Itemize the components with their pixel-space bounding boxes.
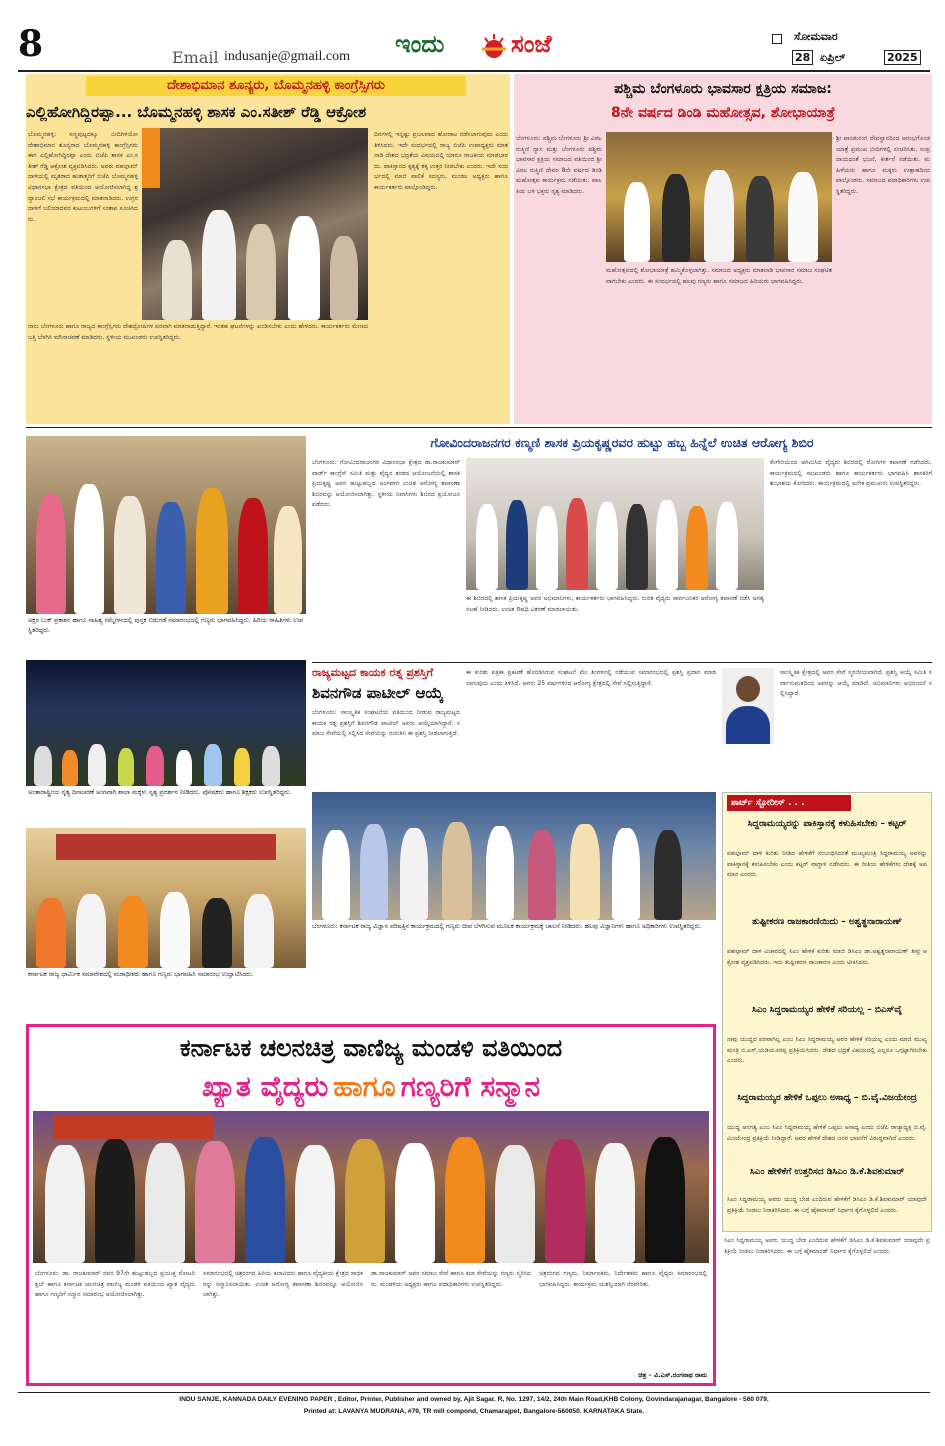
calendar-icon <box>772 34 782 44</box>
story5-headline-a: ಖ್ಯಾತ ವೈದ್ಯರು <box>201 1070 329 1103</box>
short-story-text: ಸಿಎಂ ಸಿದ್ದರಾಮಯ್ಯ ಅವರು ಯುದ್ಧ ಬೇಡ ಎಂದಿರುವ ಹೇಳಿಕೆಗೆ ಡಿಸಿಎಂ ಡಿ.ಕೆ.ಶಿವಕುಮಾರ್ ಯಾವುದೇ ಪ್ರತಿಕ್ರಿಯೆ ನೀಡಲು ನಿರಾಕರಿಸಿದರು. ಈ ಬಗ್ಗೆ ಹೈಕಮಾಂಡ್ ನಿರ್ಧಾರ ಕೈಗೊಳ್ಳಲಿದೆ ಎಂದರು. <box>727 1196 927 1214</box>
story3-photo <box>466 458 764 590</box>
email-label: Email <box>172 48 219 67</box>
short-stories-continued: ಸಿಎಂ ಸಿದ್ದರಾಮಯ್ಯ ಅವರು ಯುದ್ಧ ಬೇಡ ಎಂದಿರುವ ಹೇಳಿಕೆಗೆ ಡಿಸಿಎಂ ಡಿ.ಕೆ.ಶಿವಕುಮಾರ್ ಯಾವುದೇ ಪ್ರತಿಕ್ರಿಯೆ ನೀಡಲು ನಿರಾಕರಿಸಿದರು. ಈ ಬಗ್ಗೆ ಹೈಕಮಾಂಡ್ ನಿರ್ಧಾರ ಕೈಗೊಳ್ಳಲಿದೆ ಎಂದರು. <box>724 1237 930 1255</box>
story3-col1: ಬೆಂಗಳೂರು: ಗೋವಿಂದರಾಜನಗರ ವಿಧಾನಸಭಾ ಕ್ಷೇತ್ರದ ಡಾ.ರಾಜಕುಮಾರ್ ವಾರ್ಡ್ ಕಾಂಗ್ರೆಸ್ ಸಮಿತಿ ಮತ್ತು ವೈದ್ಯರ ತಂಡದ ಆಯೋಜನೆಯಲ್ಲಿ ಶಾಸಕ ಪ್ರಿಯಕೃಷ್ಣ ಅವರ ಹುಟ್ಟುಹಬ್ಬದ ಅಂಗವಾಗಿ ಉಚಿತ ಆರೋಗ್ಯ ತಪಾಸಣಾ ಶಿಬಿರವನ್ನು ಆಯೋಜಿಸಲಾಗಿತ್ತು. ಸ್ಥಳೀಯ ನಿವಾಸಿಗಳು ಶಿಬಿರದ ಪ್ರಯೋಜನ ಪಡೆದರು. <box>312 459 460 509</box>
story5-col3: ಡಾ.ರಾಜಕುಮಾರ್ ಅವರ ಸಮಾಜ ಸೇವೆ ಹಾಗೂ ಕಲಾ ಸೇವೆಯನ್ನು ಗಣ್ಯರು ಸ್ಮರಿಸಿದರು. ಮಂಡಳಿಯ ಅಧ್ಯಕ್ಷರು ಹಾಗೂ ಪದಾಧಿಕಾರಿಗಳು ಉಪಸ್ಥಿತರಿದ್ದರು. <box>371 1270 531 1288</box>
story5-headline-c: ಗಣ್ಯರಿಗೆ ಸನ್ಮಾನ <box>400 1070 541 1103</box>
short-story-title: ತುಷ್ಟೀಕರಣ ರಾಜಕಾರಣಿಯಿದು – ಅಶ್ವತ್ಥನಾರಾಯಣ್ <box>752 917 902 927</box>
story1-kicker: ದೇಶಾಭಿಮಾನ ಶೂನ್ಯರು, ಬೊಮ್ಮನಹಳ್ಳಿ ಕಾಂಗ್ರೆಸ್ಸಿಗರು <box>86 76 466 96</box>
story1-col2: ನಾನು ಬೆಂಗಳೂರು ಹಾಗೂ ರಾಜ್ಯದ ಕಾಂಗ್ರೆಸ್ಸಿಗರು ದೇಶದ್ರೋಹಿಗಳ ಪರವಾಗಿ ಮಾತನಾಡುತ್ತಿದ್ದಾರೆ. ಇಂತಹ ಘಟನೆಗಳನ್ನು ಖಂಡಿಸಬೇಕು ಎಂದು ಹೇಳಿದರು. ಕಾರ್ಯಕರ್ತರು ಮೇಣದ ಬತ್ತಿ ಬೆಳಗಿಸಿ ಮೌನಾಚರಣೆ ಮಾಡಿದರು. ಸ್ಥಳೀಯ ಮುಖಂಡರು ಉಪಸ್ಥಿತರಿದ್ದರು. <box>28 323 368 341</box>
masthead-logo <box>395 28 575 68</box>
weekday: ಸೋಮವಾರ <box>794 30 838 43</box>
center-event-photo <box>312 792 716 920</box>
divider-1 <box>26 427 932 428</box>
story5-photo <box>33 1111 709 1263</box>
story5-headline <box>29 1067 713 1107</box>
story5-headline-b: ಹಾಗೂ <box>333 1070 396 1103</box>
story2-col1: ಬೆಂಗಳೂರು: ಪಶ್ಚಿಮ ಬೆಂಗಳೂರು ಶ್ರೀ ವಿಠಲರುಕ್ಮಿಣಿ ನ್ಯಾಸ ಮತ್ತು ಬೆಂಗಳೂರು ಪಶ್ಚಿಮ ಭಾವಸಾರ ಕ್ಷತ್ರಿಯ ಸಮಾಜದ ವತಿಯಿಂದ ಶ್ರೀ ವಿಠಲ ರುಕ್ಮಿಣಿ ದೇವರ 8ನೇ ವರ್ಷದ ಡಿಂಡಿ ಮಹೋತ್ಸವ ಕಾರ್ಯಕ್ರಮ ನಡೆಯಿತು. ಪಾಲಕಿಯ ಬಳಿ ಭಕ್ತರು ನೃತ್ಯ ಮಾಡಿದರು. <box>516 135 602 195</box>
story2-photo <box>606 132 832 262</box>
story4-col2: ಈ ಕುರಿತು ಪತ್ರಿಕಾ ಪ್ರಕಟಣೆ ಹೊರಡಿಸಿರುವ ಸಂಘಟನೆ ಮೇ ತಿಂಗಳಿನಲ್ಲಿ ನಡೆಯುವ ಸಮಾರಂಭದಲ್ಲಿ ಪ್ರಶಸ್ತಿ ಪ್ರದಾನ ಮಾಡಲಾಗುವುದು ಎಂದು ತಿಳಿಸಿದೆ. ಅವರು 25 ವರ್ಷಗಳಿಂದ ಆರೋಗ್ಯ ಕ್ಷೇತ್ರದಲ್ಲಿ ಸೇವೆ ಸಲ್ಲಿಸುತ್ತಿದ್ದಾರೆ. <box>466 669 716 687</box>
story-film-chamber <box>26 1024 716 1386</box>
story-bommanahalli <box>26 74 510 424</box>
page-number: 8 <box>18 23 44 65</box>
story5-col2: ಸಮಾರಂಭದಲ್ಲಿ ಚಿತ್ರರಂಗದ ಹಿರಿಯ ಕಲಾವಿದರು ಹಾಗೂ ವೈದ್ಯಕೀಯ ಕ್ಷೇತ್ರದ ಸಾಧಕರನ್ನು ಸನ್ಮಾನಿಸಲಾಯಿತು. ಉಚಿತ ಆರೋಗ್ಯ ತಪಾಸಣಾ ಶಿಬಿರವನ್ನೂ ಆಯೋಜಿಸಲಾಗಿತ್ತು. <box>203 1270 363 1299</box>
story3-col3: ಕೆಂಗೇರಿಯಿಂದ ಆಗಮಿಸಿದ ವೈದ್ಯರು ಶಿಬಿರದಲ್ಲಿ ರೋಗಿಗಳ ತಪಾಸಣೆ ನಡೆಸಿದರು. ಕಾರ್ಯಕ್ರಮದಲ್ಲಿ ಮುಖಂಡರು ಹಾಗೂ ಕಾರ್ಯಕರ್ತರು ಭಾಗವಹಿಸಿ ಶಾಸಕರಿಗೆ ಶುಭಾಶಯ ಕೋರಿದರು. ಕಾರ್ಯಕ್ರಮದಲ್ಲಿ ಅನೇಕ ಪ್ರಮುಖರು ಉಪಸ್ಥಿತರಿದ್ದರು. <box>770 459 932 488</box>
short-story-title: ಸಿಎಂ ಹೇಳಿಕೆಗೆ ಉತ್ತರಿಸದ ಡಿಸಿಎಂ ಡಿ.ಕೆ.ಶಿವಕುಮಾರ್ <box>749 1167 905 1177</box>
footer-imprint-line2: Printed at: LAVANYA MUDRANA, #79, TR mill compond, Chamarajpet, Bangalore-560050. KARNATAKA State. <box>303 1408 645 1415</box>
story5-col4: ಚಿತ್ರರಂಗದ ಗಣ್ಯರು, ನಿರ್ಮಾಪಕರು, ನಿರ್ದೇಶಕರು ಹಾಗೂ ವೈದ್ಯರು ಸಮಾರಂಭದಲ್ಲಿ ಭಾಗವಹಿಸಿದ್ದರು. ಕಾರ್ಯಕ್ರಮ ಯಶಸ್ವಿಯಾಗಿ ನೆರವೇರಿತು. <box>539 1270 707 1288</box>
story-health-camp <box>312 432 932 660</box>
story1-col1: ಬೊಮ್ಮನಹಳ್ಳಿ: ಸಣ್ಣಪುಟ್ಟದಕ್ಕೂ ಬೀದಿಗಿಳಿಯೋ ದೇಶಾಭಿಮಾನ ಶೂನ್ಯರಾದ ಬೊಮ್ಮನಹಳ್ಳಿ ಕಾಂಗ್ರೆಸ್ಸಿಗರು ಈಗ ಎಲ್ಲಿಹೋಗಿದ್ದಿರಪ್ಪಾ ಎಂದು ಬಿಜೆಪಿ ಶಾಸಕ ಎಂ.ಸತೀಶ್ ರೆಡ್ಡಿ ಆಕ್ರೋಶ ವ್ಯಕ್ತಪಡಿಸಿದರು. ಅವರು ಪಹಲ್ಗಾಮ್ ದಾಳಿಯಲ್ಲಿ ಮೃತರಾದ ಹುತಾತ್ಮರಿಗೆ ಬಿಜೆಪಿ ಬೊಮ್ಮನಹಳ್ಳಿ ವಿಧಾನಸಭಾ ಕ್ಷೇತ್ರದ ವತಿಯಿಂದ ಆಯೋಜಿಸಲಾಗಿದ್ದ ಶ್ರದ್ಧಾಂಜಲಿ ಸಭೆ ಕಾರ್ಯಕ್ರಮದಲ್ಲಿ ಮಾತನಾಡಿದರು. ಉಗ್ರರ ದಾಳಿಗೆ ಬಲಿಯಾದವರ ಕುಟುಂಬಗಳಿಗೆ ಸಂತಾಪ ಸೂಚಿಸಿದರು. <box>28 131 138 223</box>
date-month: ಏಪ್ರಿಲ್ <box>820 51 846 64</box>
short-story-title: ಸಿದ್ದರಾಮಯ್ಯರನ್ನು ಪಾಕಿಸ್ತಾನಕ್ಕೆ ಕಳುಹಿಸಬೇಕು – ಕಟ್ಟರ್ <box>747 819 907 829</box>
story4-kicker: ರಾಜ್ಯಮಟ್ಟದ ಕಾಯಕ ರತ್ನ ಪ್ರಶಸ್ತಿಗೆ <box>312 666 434 679</box>
logo-left-text: ಇಂದು <box>395 30 445 58</box>
date-block <box>772 30 932 70</box>
short-story-text: ಯುದ್ಧ ಅನಗತ್ಯ ಎಂಬ ಸಿಎಂ ಸಿದ್ದರಾಮಯ್ಯ ಹೇಳಿಕೆ ಒಪ್ಪಲು ಅಸಾಧ್ಯ ಎಂದು ಬಿಜೆಪಿ ರಾಜ್ಯಾಧ್ಯಕ್ಷ ಬಿ.ವೈ.ವಿಜಯೇಂದ್ರ ಪ್ರತಿಕ್ರಿಯೆ ನೀಡಿದ್ದಾರೆ. ಅವರ ಹೇಳಿಕೆ ದೇಶದ ಜನರ ಭಾವನೆಗೆ ವಿರುದ್ಧವಾಗಿದೆ ಎಂದರು. <box>727 1124 927 1142</box>
short-story-text: ಪಹಲ್ಗಾಮ್ ದಾಳಿ ವಿಚಾರದಲ್ಲಿ ಸಿಎಂ ಹೇಳಿಕೆ ಕುರಿತು ಮಾಜಿ ಡಿಸಿಎಂ ಡಾ.ಅಶ್ವತ್ಥನಾರಾಯಣ್ ತೀವ್ರ ಆಕ್ರೋಶ ವ್ಯಕ್ತಪಡಿಸಿದರು. ಇದು ತುಷ್ಟೀಕರಣ ರಾಜಕಾರಣ ಎಂದು ಟೀಕಿಸಿದರು. <box>727 948 927 966</box>
footer-rule <box>18 1392 930 1393</box>
short-story-text: ಪಹಲ್ಗಾಮ್ ದಾಳಿ ಕುರಿತು ನೀಡಿದ ಹೇಳಿಕೆಗೆ ಸಂಬಂಧಿಸಿದಂತೆ ಮುಖ್ಯಮಂತ್ರಿ ಸಿದ್ದರಾಮಯ್ಯ ಅವರನ್ನು ಪಾಕಿಸ್ತಾನಕ್ಕೆ ಕಳುಹಿಸಬೇಕು ಎಂದು ಕಟ್ಟರ್ ವಾಗ್ದಾಳಿ ನಡೆಸಿದರು. ಈ ರೀತಿಯ ಹೇಳಿಕೆಗಳು ದೇಶಕ್ಕೆ ಅಪಮಾನ ಎಂದರು. <box>727 850 927 879</box>
left-photo-2-caption: ಅಂತಾರಾಷ್ಟ್ರೀಯ ನೃತ್ಯ ದಿನಾಚರಣೆ ಅಂಗವಾಗಿ ಶಾಲಾ ಮಕ್ಕಳು ನೃತ್ಯ ಪ್ರದರ್ಶನ ನೀಡಿದರು. ಪೋಷಕರು ಹಾಗೂ ಶಿಕ್ಷಕರು ಉಪಸ್ಥಿತರಿದ್ದರು. <box>28 789 292 796</box>
story-bhavasara <box>514 74 932 424</box>
story1-col3: ದಿನಗಳಲ್ಲಿ ಇನ್ನಷ್ಟು ಪ್ರಬಲವಾದ ಹೋರಾಟ ನಡೆಸಲಾಗುವುದು ಎಂದು ತಿಳಿಸಿದರು. ಇದೇ ಸಂದರ್ಭದಲ್ಲಿ ರಾಜ್ಯ ಬಿಜೆಪಿ ಉಪಾಧ್ಯಕ್ಷರು ಮಾತನಾಡಿ ದೇಶದ ಭದ್ರತೆಯ ವಿಷಯದಲ್ಲಿ ಯಾರೂ ರಾಜಕೀಯ ಮಾಡಬಾರದು. ಪಾಕಿಸ್ತಾನದ ಕೃತ್ಯಕ್ಕೆ ತಕ್ಕ ಉತ್ತರ ನೀಡಬೇಕು ಎಂದರು. ಇದೇ ಸಂದರ್ಭದಲ್ಲಿ ಮಾಜಿ ಪಾಲಿಕೆ ಸದಸ್ಯರು, ಮಂಡಲ ಅಧ್ಯಕ್ಷರು ಹಾಗೂ ಕಾರ್ಯಕರ್ತರು ಪಾಲ್ಗೊಂಡಿದ್ದರು. <box>374 131 508 191</box>
date-year: 2025 <box>884 50 921 65</box>
story2-col2: ಮಹೋತ್ಸವದಲ್ಲಿ ಶೋಭಾಯಾತ್ರೆ ಹಮ್ಮಿಕೊಳ್ಳಲಾಗಿತ್ತು. ಸಮಾಜದ ಅಧ್ಯಕ್ಷರು ಮಾತನಾಡಿ ಭಾವಸಾರ ಸಮಾಜ ಸಂಘಟಿತವಾಗಬೇಕು ಎಂದರು. ಈ ಸಂದರ್ಭದಲ್ಲಿ ಹಲವು ಗಣ್ಯರು ಹಾಗೂ ಸಮಾಜದ ಹಿರಿಯರು ಭಾಗವಹಿಸಿದ್ದರು. <box>606 267 832 285</box>
sun-logo-icon <box>479 32 509 66</box>
story3-col2: ಈ ಶಿಬಿರದಲ್ಲಿ ಶಾಸಕ ಪ್ರಿಯಕೃಷ್ಣ ಅವರ ಅಭಿಮಾನಿಗಳು, ಕಾರ್ಯಕರ್ತರು ಭಾಗವಹಿಸಿದ್ದರು. ನುರಿತ ವೈದ್ಯರು ಸಾರ್ವಜನಿಕರ ಆರೋಗ್ಯ ತಪಾಸಣೆ ನಡೆಸಿ ಅಗತ್ಯ ಸಲಹೆ ನೀಡಿದರು. ಉಚಿತ ಔಷಧಿ ವಿತರಣೆ ಮಾಡಲಾಯಿತು. <box>466 595 764 613</box>
masthead-rule <box>18 70 930 72</box>
story4-col3: ಸಾಂಸ್ಕೃತಿಕ ಕ್ಷೇತ್ರದಲ್ಲಿ ಅವರ ಸೇವೆ ಸ್ಮರಣೀಯವಾಗಿದೆ. ಪ್ರಶಸ್ತಿ ಆಯ್ಕೆ ಸಮಿತಿ ಸರ್ವಾನುಮತದಿಂದ ಅವರನ್ನು ಆಯ್ಕೆ ಮಾಡಿದೆ. ಅಭಿಮಾನಿಗಳು ಅಭಿನಂದನೆ ಸಲ್ಲಿಸಿದ್ದಾರೆ. <box>780 669 932 698</box>
logo-right-text: ಸಂಜೆ <box>511 30 552 58</box>
story5-kicker: ಕರ್ನಾಟಕ ಚಲನಚಿತ್ರ ವಾಣಿಜ್ಯ ಮಂಡಳಿ ವತಿಯಿಂದ <box>179 1034 563 1062</box>
story2-headline: 8ನೇ ವರ್ಷದ ಡಿಂಡಿ ಮಹೋತ್ಸವ, ಶೋಭಾಯಾತ್ರೆ <box>610 105 836 121</box>
short-story-title: ಸಿಎಂ ಸಿದ್ದರಾಮಯ್ಯರ ಹೇಳಿಕೆ ಸರಿಯಲ್ಲ – ಬಿಎಸ್‌ವೈ <box>751 1005 902 1015</box>
short-story-title: ಸಿದ್ದರಾಮಯ್ಯರ ಹೇಳಿಕೆ ಒಪ್ಪಲು ಅಸಾಧ್ಯ – ಬಿ.ವೈ.ವಿಜಯೇಂದ್ರ <box>737 1093 917 1103</box>
email-address: indusanje@gmail.com <box>224 49 351 64</box>
center-photo-caption: ಬೆಂಗಳೂರು: ಕರ್ನಾಟಕ ರಾಜ್ಯ ವಿಜ್ಞಾನ ಪರಿಷತ್ತಿನ ಕಾರ್ಯಕ್ರಮದಲ್ಲಿ ಗಣ್ಯರು ದೀಪ ಬೆಳಗಿಸುವ ಮೂಲಕ ಕಾರ್ಯಕ್ರಮಕ್ಕೆ ಚಾಲನೆ ನೀಡಿದರು. ಹಲವು ವಿಜ್ಞಾನಿಗಳು ಹಾಗೂ ಅಧಿಕಾರಿಗಳು ಉಪಸ್ಥಿತರಿದ್ದರು. <box>312 923 702 930</box>
short-story-text: ನಾವು ಯುದ್ಧದ ಪರವಾಗಿಲ್ಲ ಎಂಬ ಸಿಎಂ ಸಿದ್ದರಾಮಯ್ಯ ಅವರ ಹೇಳಿಕೆ ಸರಿಯಲ್ಲ ಎಂದು ಮಾಜಿ ಮುಖ್ಯಮಂತ್ರಿ ಬಿ.ಎಸ್.ಯಡಿಯೂರಪ್ಪ ಪ್ರತಿಕ್ರಿಯಿಸಿದರು. ದೇಶದ ಭದ್ರತೆ ವಿಷಯದಲ್ಲಿ ಎಲ್ಲರೂ ಒಗ್ಗಟ್ಟಾಗಿರಬೇಕು ಎಂದರು. <box>727 1036 927 1065</box>
story4-col1: ಬೆಂಗಳೂರು: ಸಾಂಸ್ಕೃತಿಕ ಸಂಘಟನೆಯ ವತಿಯಿಂದ ನೀಡುವ ರಾಜ್ಯಮಟ್ಟದ ಕಾಯಕ ರತ್ನ ಪ್ರಶಸ್ತಿಗೆ ಶಿವನಗೌಡ ಪಾಟೀಲ್ ಅವರು ಆಯ್ಕೆಯಾಗಿದ್ದಾರೆ. ಸಮಾಜ ಸೇವೆಯಲ್ಲಿ ಸಲ್ಲಿಸಿದ ಸೇವೆಯನ್ನು ಗುರುತಿಸಿ ಈ ಪ್ರಶಸ್ತಿ ನೀಡಲಾಗುತ್ತಿದೆ. <box>312 709 460 738</box>
story1-headline: ಎಲ್ಲಿಹೋಗಿದ್ದಿರಪ್ಪಾ... ಬೊಮ್ಮನಹಳ್ಳಿ ಶಾಸಕ ಎಂ.ಸತೀಶ್ ರೆಡ್ಡಿ ಆಕ್ರೋಶ <box>26 103 367 121</box>
award-portrait-photo <box>722 668 774 744</box>
left-photo-3-caption: ಕರ್ನಾಟಕ ರಾಜ್ಯ ಧಾರ್ಮಿಕ ಸಮಾವೇಶದಲ್ಲಿ ಮಠಾಧೀಶರು ಹಾಗೂ ಗಣ್ಯರು ಭಾಗವಹಿಸಿ ಸಮಾರಂಭ ಉದ್ಘಾಟಿಸಿದರು. <box>28 971 254 978</box>
story4-headline: ಶಿವನಗೌಡ ಪಾಟೀಲ್ ಆಯ್ಕೆ <box>312 684 444 702</box>
left-photo-2 <box>26 660 306 786</box>
masthead <box>0 0 945 72</box>
story5-photo-credit: ಚಿತ್ರ – ವಿ.ಎಸ್.ರಂಗನಾಥ ರಾಮ <box>638 1371 707 1379</box>
short-stories-label: ಶಾರ್ಟ್ ಸ್ಟೋರೀಸ್ . . . <box>727 795 851 811</box>
footer-imprint-line1: INDU SANJE, KANNADA DAILY EVENING PAPER , Editor, Printer, Publisher and owned by, Ajit Sagar. R, No. 1297, 14/2, 24th Main Road,KHB Colony, Govindarajanagar, Bangalore - 560 079. <box>179 1396 769 1403</box>
left-photo-1 <box>26 436 306 614</box>
story-award <box>312 664 932 786</box>
short-stories-column <box>722 792 932 1232</box>
story1-photo <box>142 128 368 320</box>
story5-col1: ಬೆಂಗಳೂರು: ಡಾ. ರಾಜಕುಮಾರ್ ರವರ 97ನೇ ಹುಟ್ಟುಹಬ್ಬದ ಪ್ರಯುಕ್ತ ರೋಟರಿ ಕ್ಲಬ್ ಹಾಗೂ ಕರ್ನಾಟಕ ಚಲನಚಿತ್ರ ವಾಣಿಜ್ಯ ಮಂಡಳಿ ವತಿಯಿಂದ ಖ್ಯಾತ ವೈದ್ಯರು ಹಾಗೂ ಗಣ್ಯರಿಗೆ ಸನ್ಮಾನ ಸಮಾರಂಭ ಆಯೋಜಿಸಲಾಗಿತ್ತು. <box>35 1270 195 1299</box>
story2-kicker: ಪಶ್ಚಿಮ ಬೆಂಗಳೂರು ಭಾವಸಾರ ಕ್ಷತ್ರಿಯ ಸಮಾಜ: <box>614 81 832 97</box>
left-photo-1-caption: ಅಕ್ಷರ ಬುಕ್ ಪ್ರಕಾಶನ ಹಾಗೂ ಸಾಹಿತ್ಯ ಸಮ್ಮೇಳನದಲ್ಲಿ ಪುಸ್ತಕ ಬಿಡುಗಡೆ ಸಮಾರಂಭದಲ್ಲಿ ಗಣ್ಯರು ಭಾಗವಹಿಸಿದ್ದರು. ಹಿರಿಯ ಸಾಹಿತಿಗಳು ಉಪಸ್ಥಿತರಿದ್ದರು. <box>28 617 304 634</box>
date-day: 28 <box>792 50 813 65</box>
left-photo-3 <box>26 828 306 968</box>
story3-headline: ಗೋವಿಂದರಾಜನಗರ ಕಣ್ಮಣಿ ಶಾಸಕ ಪ್ರಿಯಕೃಷ್ಣರವರ ಹುಟ್ಟು ಹಬ್ಬ ಹಿನ್ನೆಲೆ ಉಚಿತ ಆರೋಗ್ಯ ಶಿಬಿರ <box>430 435 814 450</box>
divider-2 <box>312 662 932 663</box>
story2-col3: ಶ್ರೀ ಪಾಂಡುರಂಗ ದೇವಸ್ಥಾನದಿಂದ ಆರಂಭಗೊಂಡ ಯಾತ್ರೆ ಪ್ರಮುಖ ಬೀದಿಗಳಲ್ಲಿ ಸಂಚರಿಸಿತು. ಸಂಪ್ರದಾಯದಂತೆ ಭಜನೆ, ಕೀರ್ತನೆ ನಡೆಯಿತು. ಮಹಿಳೆಯರು ಹಾಗೂ ಮಕ್ಕಳು ಉತ್ಸಾಹದಿಂದ ಪಾಲ್ಗೊಂಡರು. ಸಮಾಜದ ಪದಾಧಿಕಾರಿಗಳು ಉಪಸ್ಥಿತರಿದ್ದರು. <box>836 135 930 195</box>
